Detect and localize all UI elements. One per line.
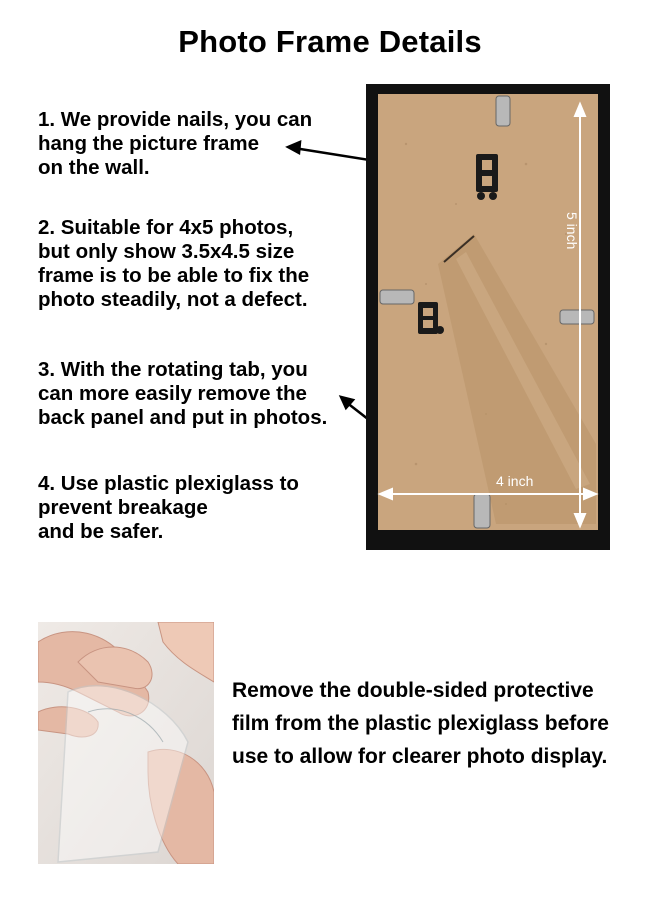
clip-top	[496, 96, 510, 126]
detail-point-photo-size: 2. Suitable for 4x5 photos, but only show 3.5x4.5 size frame is to be able to fix the photo steadily, not a defect.	[38, 216, 310, 311]
clip-bottom	[474, 494, 490, 528]
detail-point-nails: 1. We provide nails, you can hang the picture frame on the wall.	[38, 108, 313, 179]
detail-point-plexiglass: 4. Use plastic plexiglass to prevent breakage and be safer.	[38, 472, 299, 543]
width-label: 4 inch	[496, 473, 534, 489]
height-label: 5 inch	[564, 212, 580, 250]
arrow-head-hanger	[288, 142, 300, 153]
detail-point-rotating-tab: 3. With the rotating tab, you can more easily remove the back panel and put in photos.	[38, 358, 328, 429]
clip-left	[380, 290, 414, 304]
clip-right	[560, 310, 594, 324]
film-removal-note: Remove the double-sided protective film from the plastic plexiglass before use to allow for clearer photo display.	[232, 679, 609, 768]
page-title: Photo Frame Details	[178, 24, 482, 59]
frame-back-image	[366, 84, 610, 550]
peeling-film-photo	[38, 622, 214, 864]
